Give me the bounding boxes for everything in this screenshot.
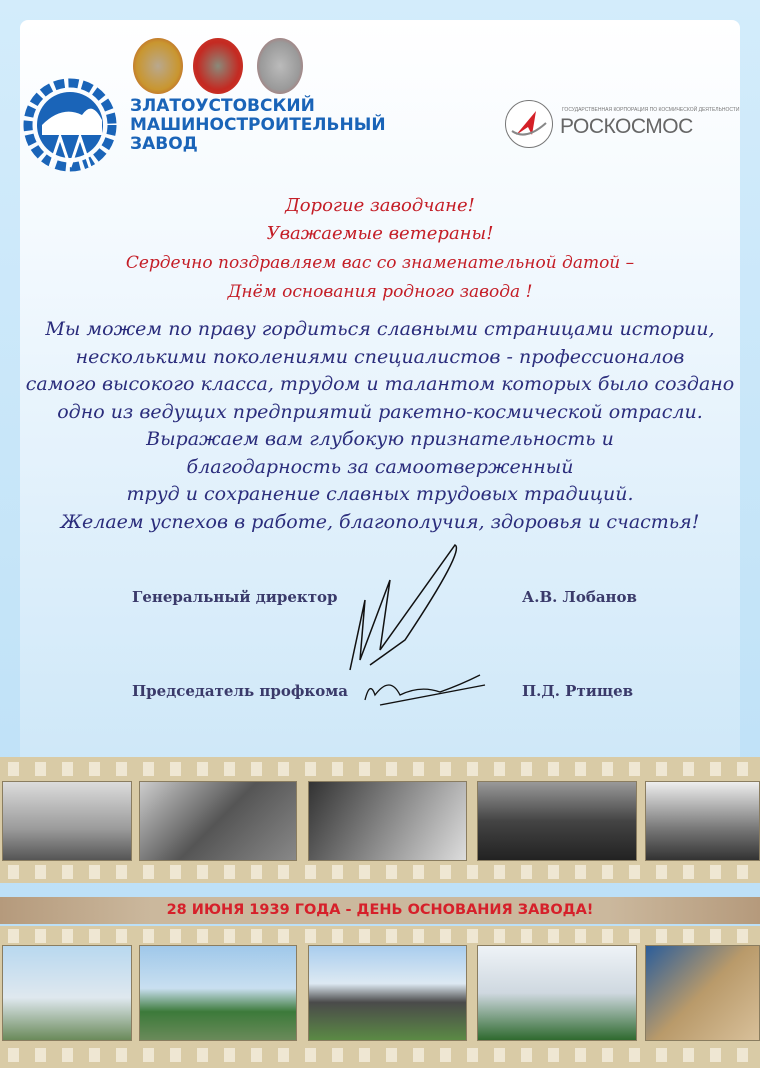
film-perforation	[0, 762, 760, 776]
film-strip-modern	[0, 926, 760, 1068]
order-lenin-icon	[133, 38, 183, 94]
film-perforation	[0, 929, 760, 943]
signature-name: П.Д. Ртищев	[522, 682, 634, 700]
photo-monument-entrance	[139, 945, 297, 1041]
director-signature-icon	[345, 540, 475, 675]
body-line: Выражаем вам глубокую признательность и	[146, 428, 614, 450]
greeting-line: Днём основания родного завода !	[227, 282, 533, 302]
film-perforation	[0, 865, 760, 879]
chairman-signature-icon	[360, 670, 495, 710]
body-line: самого высокого класса, трудом и талантом которых было создано	[25, 373, 735, 395]
order-red-star-icon	[193, 38, 243, 94]
signature-title: Генеральный директор	[132, 588, 338, 606]
photo-production-line	[645, 945, 760, 1041]
greeting-line: Дорогие заводчане!	[285, 195, 475, 216]
body-line: одно из ведущих предприятий ракетно-космической отрасли.	[57, 400, 703, 423]
message-body	[0, 316, 760, 536]
zmz-logo-icon	[22, 75, 120, 175]
order-labour-icon	[257, 38, 303, 94]
film-strip-history	[0, 757, 760, 883]
body-line: Желаем успехов в работе, благополучия, здоровья и счастья!	[60, 510, 700, 533]
body-line: благодарность за самоотверженный	[186, 455, 574, 478]
photo-factory-view	[2, 945, 132, 1041]
photo-meeting	[477, 781, 637, 861]
company-name	[130, 97, 386, 154]
photo-old-buildings	[2, 781, 132, 861]
photo-workers-machines	[139, 781, 297, 861]
photo-workshop	[645, 781, 760, 861]
signature-title: Председатель профкома	[132, 682, 348, 700]
roscosmos-logo-icon	[505, 100, 553, 148]
body-line: Мы можем по праву гордиться славными страницами истории,	[45, 318, 715, 340]
photo-rocket-monument	[308, 945, 467, 1041]
body-line: несколькими поколениями специалистов - профессионалов	[75, 345, 685, 368]
greeting-line: Сердечно поздравляем вас со знаменательной датой –	[125, 253, 635, 273]
signature-name: А.В. Лобанов	[522, 588, 637, 606]
photo-women-workers	[308, 781, 467, 861]
company-name-line: ЗАВОД	[130, 134, 198, 154]
roscosmos-wordmark: РОСКОСМОС	[560, 115, 693, 138]
company-name-line: МАШИНОСТРОИТЕЛЬНЫЙ	[130, 115, 386, 135]
photo-office-building	[477, 945, 637, 1041]
founding-date-banner: 28 ИЮНЯ 1939 ГОДА - ДЕНЬ ОСНОВАНИЯ ЗАВОДА!	[0, 897, 760, 924]
roscosmos-tagline: ГОСУДАРСТВЕННАЯ КОРПОРАЦИЯ ПО КОСМИЧЕСКОЙ ДЕЯТЕЛЬНОСТИ	[562, 107, 740, 113]
greeting-line: Уважаемые ветераны!	[266, 223, 494, 244]
company-name-line: ЗЛАТОУСТОВСКИЙ	[130, 96, 315, 116]
film-perforation	[0, 1048, 760, 1062]
body-line: труд и сохранение славных трудовых традиций.	[126, 483, 634, 505]
